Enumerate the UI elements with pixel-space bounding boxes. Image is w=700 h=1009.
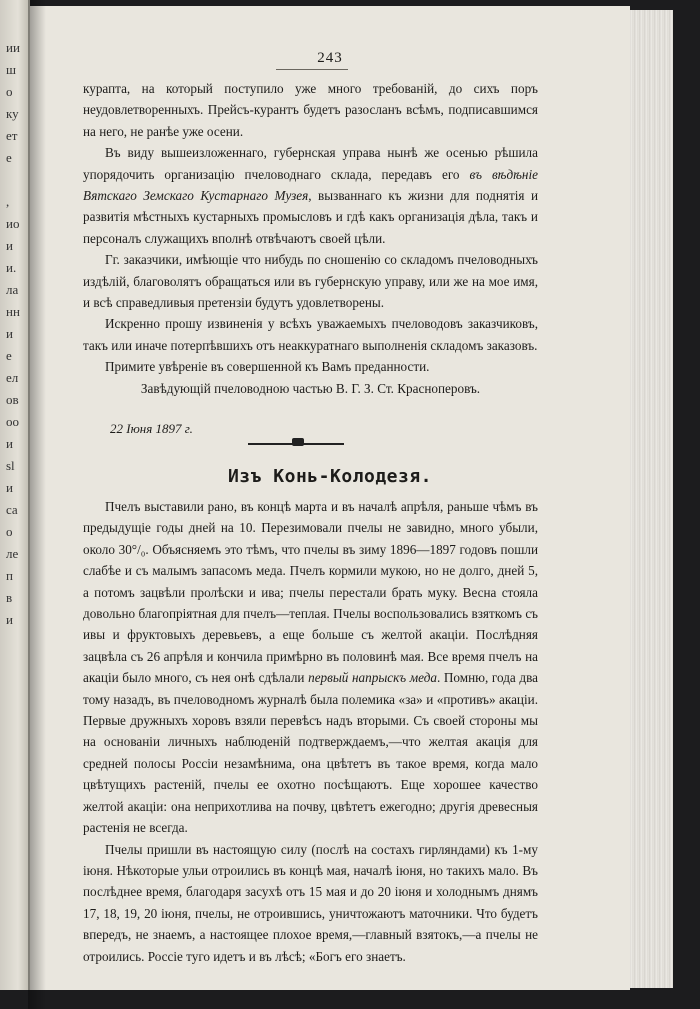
left-page-fragment: sl xyxy=(6,458,15,473)
paragraph-2 xyxy=(83,142,538,249)
paragraph-4: Искренно прошу извиненія у всѣхъ уважаемыхъ пчеловодовъ заказчиковъ, такъ или иначе потерпѣвшихъ отъ неаккуратнаго выполненія складомъ заказовъ. xyxy=(83,316,538,353)
letter-date: 22 Іюня 1897 г. xyxy=(110,421,193,436)
left-page-fragment: и xyxy=(6,436,13,451)
left-page-fragment: и. xyxy=(6,260,17,275)
left-page-fragment: е xyxy=(6,348,12,363)
page-edges xyxy=(628,10,673,988)
left-page-fragment: ш xyxy=(6,62,17,77)
separator-ornament xyxy=(292,438,304,446)
page-number-rule xyxy=(276,69,348,70)
left-page-fragment: и xyxy=(6,238,13,253)
article-text xyxy=(83,496,538,967)
left-page-fragment: , xyxy=(6,194,10,209)
left-page-fragment: п xyxy=(6,568,13,583)
article-title: Изъ Конь-Колодезя. xyxy=(227,466,433,487)
article-paragraph-1-part-a: Пчелъ выставили рано, въ концѣ марта и въ началѣ апрѣля, раньше чѣмъ въ предыдущіе годы дней на 10. Перезимовали пчелы не завидно, много убыли, около 30°/₀. Объясняемъ это тѣмъ, что пчелы въ зиму 1896—1897 годовъ пошли слабѣе и съ малымъ запасомъ меда. Пчелъ кормили мукою, но не долго, дней 5, а потомъ зацвѣли пролѣски и ива; пчелы перестали брать муку. Весна стояла довольно благопріятная для пчелъ—теплая. Пчелы воспользовались взяткомъ съ ивы и фруктовыхъ деревьевъ, а еще больше съ желтой акаціи. Послѣдняя зацвѣла съ 26 апрѣля и кончила примѣрно въ половинѣ мая. Все время пчелъ на акаціи было много, съ нея онѣ сдѣлали xyxy=(83,499,538,686)
article-paragraph-1-italic: первый напрыскъ меда xyxy=(308,670,437,686)
left-page-fragment: оо xyxy=(6,414,19,429)
left-page-fragment: ет xyxy=(6,128,18,143)
left-page-fragment: ел xyxy=(6,370,19,385)
background-right xyxy=(673,0,700,1009)
left-page-fragment: о xyxy=(6,84,13,99)
left-page-fragment: ов xyxy=(6,392,19,407)
left-page-fragment: е xyxy=(6,150,12,165)
paragraph-5: Примите увѣреніе въ совершенной къ Вамъ преданности. xyxy=(105,359,430,375)
paragraph-3: Гг. заказчики, имѣющіе что нибудь по сношенію со складомъ пчеловодныхъ издѣлій, благоволятъ обращаться или въ губернскую управу, или же на мое имя, и всѣ справедливыя претензіи будутъ удовлетворены. xyxy=(83,252,538,311)
left-page-fragment: и xyxy=(6,612,13,627)
left-page-fragment: ио xyxy=(6,216,20,231)
left-page-fragment: нн xyxy=(6,304,20,319)
left-page-fragment: ла xyxy=(6,282,19,297)
paragraph-1: курапта, на который поступило уже много требованій, до сихъ поръ неудовлетворенныхъ. Прейсъ-курантъ будетъ разосланъ всѣмъ, подписавшимся на него, не ранѣе уже осени. xyxy=(83,81,538,139)
left-page-fragment: и xyxy=(6,326,13,341)
article-paragraph-2: Пчелы пришли въ настоящую силу (послѣ на состахъ гирляндами) къ 1-му іюня. Нѣкоторые ульи отроились въ концѣ мая, началѣ іюня, но такихъ мало. Въ послѣднее время, благодаря засухѣ отъ 15 мая и до 20 іюня и холоднымъ днямъ 17, 18, 19, 20 іюня, пчелы, не отроившись, уничтожаютъ маточники. Что будетъ впередъ, не знаемъ, а настоящее плохое время,—главный взятокъ,—а пчелы не отроились. Россіе туго идетъ и въ лѣсѣ; «Богъ его знаетъ. xyxy=(83,841,538,964)
left-page-fragment: ле xyxy=(6,546,19,561)
paragraph-2-italic: въ вѣдѣніе Вятскаго Земскаго Кустарнаго Музея xyxy=(83,166,538,204)
paragraph-2-part-c: , вызваннаго къ жизни для поднятія и развитія мѣстныхъ кустарныхъ промысловъ и гдѣ какъ организація дѣла, такъ и персоналъ служащихъ вполнѣ отвѣчаютъ своей цѣли. xyxy=(83,188,539,246)
left-page-fragment: са xyxy=(6,502,18,517)
signature: Завѣдующій пчеловодною частью В. Г. З. Ст. Красноперовъ. xyxy=(140,380,481,396)
gutter-shadow xyxy=(28,0,46,1009)
left-page-fragment: о xyxy=(6,524,13,539)
letter-text xyxy=(83,78,538,399)
left-page-fragment: в xyxy=(6,590,13,605)
left-page-fragment: и xyxy=(6,480,13,495)
left-page-edge xyxy=(0,0,30,1009)
article-paragraph-1-part-c: . Помню, года два тому назадъ, въ пчеловодномъ журналѣ была полемика «за» и «противъ» акаціи. Первые дружныхъ хоровъ взяли перевѣсъ надъ вторыми. Съ своей стороны мы на основаніи личныхъ наблюденій подтверждаемъ,—что желтая акація для средней полосы Россіи незамѣнима, она цвѣтетъ въ такое время, когда мало цвѣтущихъ растеній, пчелы ее охотно посѣщаютъ. Еще хорошее качество желтой акаціи: она неприхотлива на почву, цвѣтетъ ежегодно; другія древесныя растенія не всегда. xyxy=(83,670,539,836)
page-number: 243 xyxy=(317,50,343,66)
article-paragraph-1 xyxy=(83,496,538,839)
left-page-fragment: ку xyxy=(6,106,19,121)
paragraph-2-part-a: Въ виду вышеизложеннаго, губернская управа нынѣ же осенью рѣшила упорядочить организацію пчеловоднаго склада, передавъ его xyxy=(83,145,538,182)
background-bottom xyxy=(0,990,700,1009)
left-page-fragment: ии xyxy=(6,40,20,55)
book-page xyxy=(30,6,630,991)
